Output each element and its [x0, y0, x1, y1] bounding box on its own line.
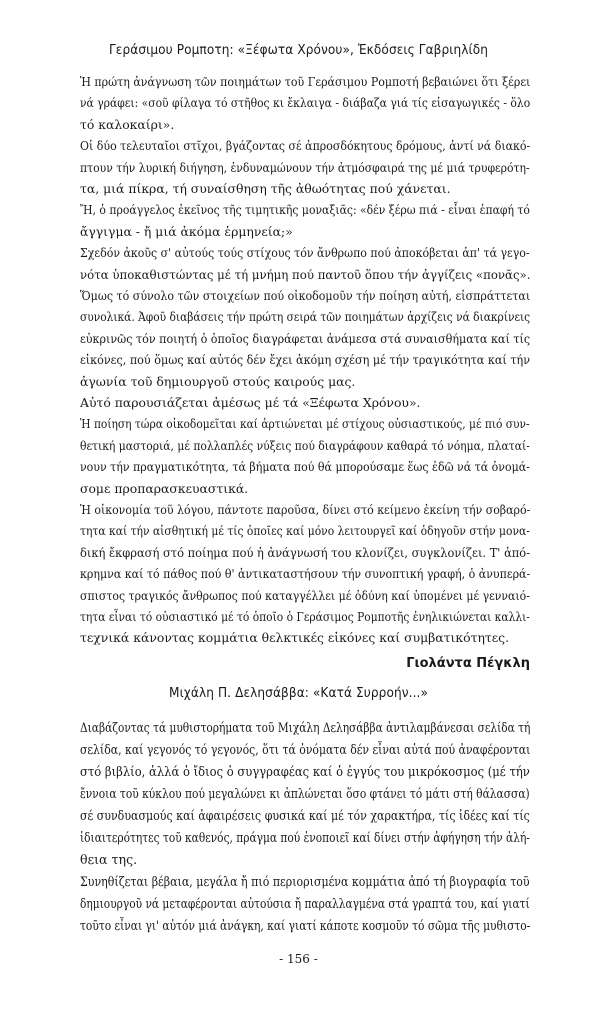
text-line: συνολικά. Ἀφοῦ διαβάσεις τήν πρώτη σειρά τῶν ποιημάτων ἀρχίζεις νά διακρίνεις	[80, 309, 531, 325]
text-line: τητα εἶναι τό οὐσιαστικό μέ τό ὁποῖο ὁ Γεράσιμος Ρομποτῆς ἐνηλικιώνεται καλλι-	[80, 609, 530, 624]
text-line: Ἡ οἰκονομία τοῦ λόγου, πάντοτε παροῦσα, δίνει στό κείμενο ἐκείνη τήν σοβαρό-	[80, 502, 531, 517]
text-line: νότα ὑποκαθιστώντας μέ τή μνήμη πού παντοῦ ὅπου τήν ἀγγίζεις «πονᾶς».	[80, 266, 531, 282]
text-line: Ἡ ποίηση τώρα οἰκοδομεῖται καί ἀρτιώνεται μέ στίχους οὐσιαστικούς, μέ πιό συν-	[80, 416, 530, 432]
text-line: Οἱ δύο τελευταῖοι στῖχοι, βγάζοντας σέ ἀπροσδόκητους δρόμους, ἀντί νά διακό-	[80, 138, 531, 154]
text-line: Συνηθίζεται βέβαια, μεγάλα ἤ πιό περιορισμένα κομμάτια ἀπό τή βιογραφία τοῦ	[80, 874, 530, 890]
text-line: ἔννοια τοῦ κύκλου πού μεγαλώνει κι ἁπλώνεται ὅσο φτάνει τό μάτι στή θάλασσα)	[80, 786, 530, 802]
text-line: σομε προπαρασκευαστικά.	[80, 480, 249, 496]
text-line: ἀγωνία τοῦ δημιουργοῦ στούς καιρούς μας.	[80, 373, 356, 389]
text-line: Ὅμως τό σύνολο τῶν στοιχείων πού οἰκοδομοῦν τήν ποίηση αὐτή, εἰσπράττεται	[80, 288, 531, 303]
text-line: Ἤ, ὁ προάγγελος ἐκεῖνος τῆς τιμητικῆς μοναξιᾶς: «δέν ξέρω πιά - εἶναι ἐπαφή τό	[80, 202, 530, 218]
review-heading-1: Γεράσιμου Ρομποτη: «Ξέφωτα Χρόνου», Ἐκδόσεις Γαβριηλίδη	[108, 43, 489, 58]
text-line: τοῦτο εἶναι γι' αὐτόν μιά ἀνάγκη, καί γιατί κάποτε κοσμοῦν τό σῶμα τῆς μυθιστο-	[80, 918, 531, 934]
text-line: ἄγγιγμα - ἤ μιά ἀκόμα ἑρμηνεία;»	[80, 223, 293, 239]
text-line: τεχνικά κάνοντας κομμάτια θελκτικές εἰκόνες καί συμβατικότητες.	[80, 630, 510, 646]
text-line: Αὐτό παρουσιάζεται ἀμέσως μέ τά «Ξέφωτα Χρόνου».	[80, 395, 421, 410]
text-line: σέ συνδυασμούς καί ἀφαιρέσεις φυσικά καί μέ τόν χαρακτήρα, τίς ἰδέες καί τίς	[80, 808, 530, 824]
review-author-signature: Γιολάντα Πέγκλη	[406, 656, 530, 672]
text-line: Σχεδόν ἀκοῦς σ' αὐτούς τούς στίχους τόν ἄνθρωπο πού ἀποκόβεται ἀπ' τά γεγο-	[80, 245, 530, 261]
text-line: εἰκόνες, πού ὅμως καί αὐτός δέν ἔχει ἀκόμη σχέση μέ τήν τραγικότητα καί τήν	[80, 352, 531, 368]
page-number: - 156 -	[279, 952, 318, 967]
text-line: δική ἔκφρασή στό ποίημα πού ἡ ἀνάγνωσή του κλονίζει, συγκλονίζει. Τ' ἀπό-	[80, 544, 531, 560]
text-line: δημιουργοῦ νά μεταφέρονται αὐτούσια ἤ παραλλαγμένα στά γραπτά του, καί γιατί	[80, 896, 530, 912]
text-line: θετική μαστοριά, μέ πολλαπλές νύξεις πού διαγράφουν καθαρά τό νόημα, πλαταί-	[80, 437, 530, 453]
text-line: σελίδα, καί γεγονός τό γεγονός, ὅτι τά ὀνόματα δέν εἶναι αὐτά πού ἀναφέρονται	[80, 742, 531, 758]
text-line: τό καλοκαίρι».	[80, 116, 175, 132]
text-line: θεια της.	[80, 852, 138, 868]
text-line: στό βιβλίο, ἀλλά ὁ ἴδιος ὁ συγγραφέας καί ὁ ἐγγύς του μικρόκοσμος (μέ τήν	[80, 764, 530, 780]
text-line: σπιστος τραγικός ἄνθρωπος πού καταγγέλλει μέ ὀδύνη καί ὑπομένει μέ γενναιό-	[80, 587, 530, 603]
review-heading-2: Μιχάλη Π. Δελησάββα: «Κατά Συρροήν...»	[169, 686, 428, 702]
text-line: νουν τήν πραγματικότητα, τά βήματα πού θά μπορούσαμε ἕως ἐδῶ νά τά ὀνομά-	[80, 459, 530, 475]
text-line: κρημνα καί τό πάθος πού θ' ἀντικαταστήσουν τήν συνοπτική γραφή, ὁ ἀνυπερά-	[80, 566, 531, 582]
text-line: εὐκρινῶς τόν ποιητή ὁ ὁποῖος διαγράφεται ἀνάμεσα στά συναισθήματα καί τίς	[80, 330, 531, 346]
text-line: τητα καί τήν αἰσθητική μέ τίς ὁποῖες καί μόνο λειτουργεῖ καί ὁδηγοῦν στήν μονα-	[80, 523, 530, 539]
text-line: πτουν τήν λυρική διήγηση, ἐνδυναμώνουν τήν ἀτμόσφαιρά της μέ μιά τρυφερότη-	[80, 159, 530, 175]
text-line: ἰδιαιτερότητες τοῦ καθενός, πράγμα πού ἑνοποιεῖ καί δίνει στήν ἀφήγηση τήν ἀλή-	[80, 830, 530, 846]
text-line: Διαβάζοντας τά μυθιστορήματα τοῦ Μιχάλη Δελησάββα ἀντιλαμβάνεσαι σελίδα τή	[80, 720, 531, 736]
text-line: νά γράφει: «σοῦ φίλαγα τό στῆθος κι ἔκλαιγα - διάβαζα γιά τίς εἰσαγωγικές - ὅλο	[80, 95, 531, 111]
text-line: τα, μιά πίκρα, τή συναίσθηση τῆς ἀθωότητας πού χάνεται.	[80, 181, 451, 196]
text-line: Ἡ πρώτη ἀνάγνωση τῶν ποιημάτων τοῦ Γεράσιμου Ρομποτή βεβαιώνει ὅτι ξέρει	[80, 74, 531, 89]
